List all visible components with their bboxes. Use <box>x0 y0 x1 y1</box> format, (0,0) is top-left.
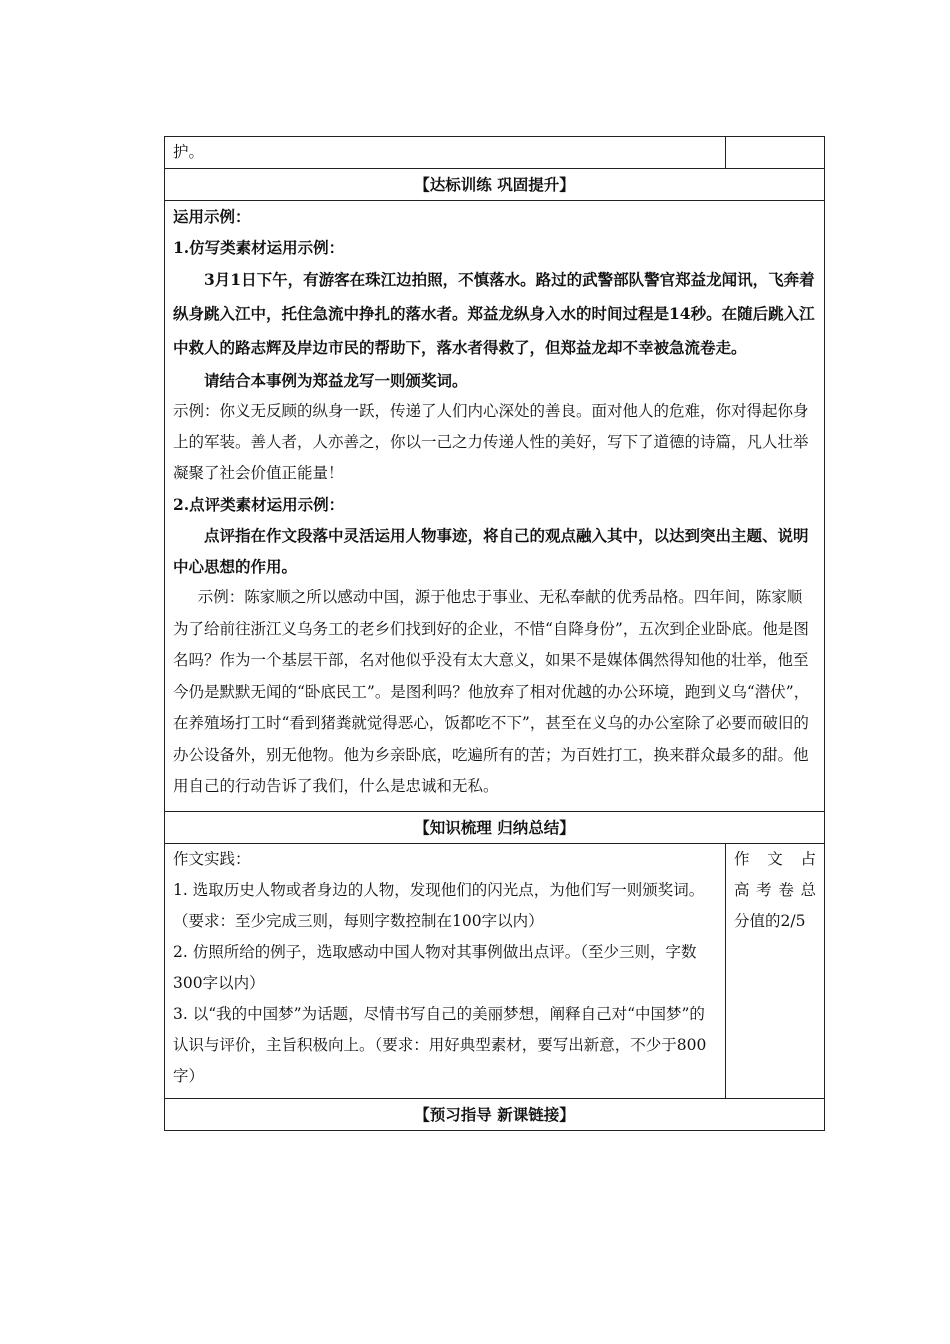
practice-row <box>165 843 825 1098</box>
intro-label: 运用示例： <box>173 207 251 226</box>
section-header-row <box>165 1098 825 1130</box>
training-content-row <box>165 201 825 812</box>
practice-title: 作文实践： <box>173 849 251 868</box>
section-header-row <box>165 169 825 201</box>
practice-item-1: 1. 选取历史人物或者身边的人物，发现他们的闪光点，为他们写一则颁奖词。（要求：至少完成三则，每则字数控制在100字以内） <box>173 880 705 930</box>
sub2-example: 示例：陈家顺之所以感动中国，源于他忠于事业、无私奉献的优秀品格。四年间，陈家顺为了给前往浙江义乌务工的老乡们找到好的企业，不惜“自降身份”，五次到企业卧底。他是图名吗？作为一个基层干部，名对他似乎没有太大意义，如果不是媒体偶然得知他的壮举，他至今仍是默默无闻的“卧底民工”。是图利吗？他放弃了相对优越的办公环境，跑到义乌“潜伏”，在养殖场打工时“看到猪粪就觉得恶心，饭都吃不下”，甚至在义乌的办公室除了必要而破旧的办公设备外，别无他物。他为乡亲卧底，吃遍所有的苦；为百姓打工，换来群众最多的甜。他用自己的行动告诉了我们，什么是忠诚和无私。 <box>173 588 810 795</box>
sub2-title: 2.点评类素材运用示例： <box>173 495 345 514</box>
sub1-title: 1.仿写类素材运用示例： <box>173 238 345 257</box>
sub1-task: 请结合本事例为郑益龙写一则颁奖词。 <box>204 371 468 390</box>
score-note-line-1: 作文占 <box>734 849 816 868</box>
practice-item-2: 2. 仿照所给的例子，选取感动中国人物对其事例做出点评。（至少三则，字数300字以内） <box>173 942 697 992</box>
lesson-table <box>164 136 825 1131</box>
score-note-line-3: 分值的2/5 <box>734 911 806 930</box>
score-note-line-2: 高考卷总 <box>734 880 816 899</box>
practice-item-3: 3. 以“我的中国梦”为话题，尽情书写自己的美丽梦想，阐释自己对“中国梦”的认识与评价，主旨积极向上。（要求：用好典型素材，要写出新意，不少于800字） <box>173 1004 707 1085</box>
continuation-cell <box>165 137 726 169</box>
practice-cell <box>165 843 726 1098</box>
continuation-row <box>165 137 825 169</box>
training-content-cell <box>165 201 825 812</box>
section-header-row <box>165 811 825 843</box>
section-header-preview: 【预习指导 新课链接】 <box>165 1098 825 1130</box>
section-header-summary: 【知识梳理 归纳总结】 <box>165 811 825 843</box>
continuation-side-cell <box>726 137 825 169</box>
section-header-training: 【达标训练 巩固提升】 <box>165 169 825 201</box>
sub1-story: 3月1日下午，有游客在珠江边拍照，不慎落水。路过的武警部队警官郑益龙闻讯，飞奔着纵身跳入江中，托住急流中挣扎的落水者。郑益龙纵身入水的时间过程是14秒。在随后跳入江中救人的路志辉及岸边市民的帮助下，落水者得救了，但郑益龙却不幸被急流卷走。 <box>173 270 815 357</box>
score-note-cell <box>726 843 825 1098</box>
continuation-text: 护。 <box>173 143 205 161</box>
sub2-description: 点评指在作文段落中灵活运用人物事迹，将自己的观点融入其中，以达到突出主题、说明中心思想的作用。 <box>173 526 809 576</box>
sub1-example: 示例：你义无反顾的纵身一跃，传递了人们内心深处的善良。面对他人的危难，你对得起你身上的军装。善人者，人亦善之，你以一己之力传递人性的美好，写下了道德的诗篇，凡人壮举凝聚了社会价值正能量！ <box>173 402 809 482</box>
